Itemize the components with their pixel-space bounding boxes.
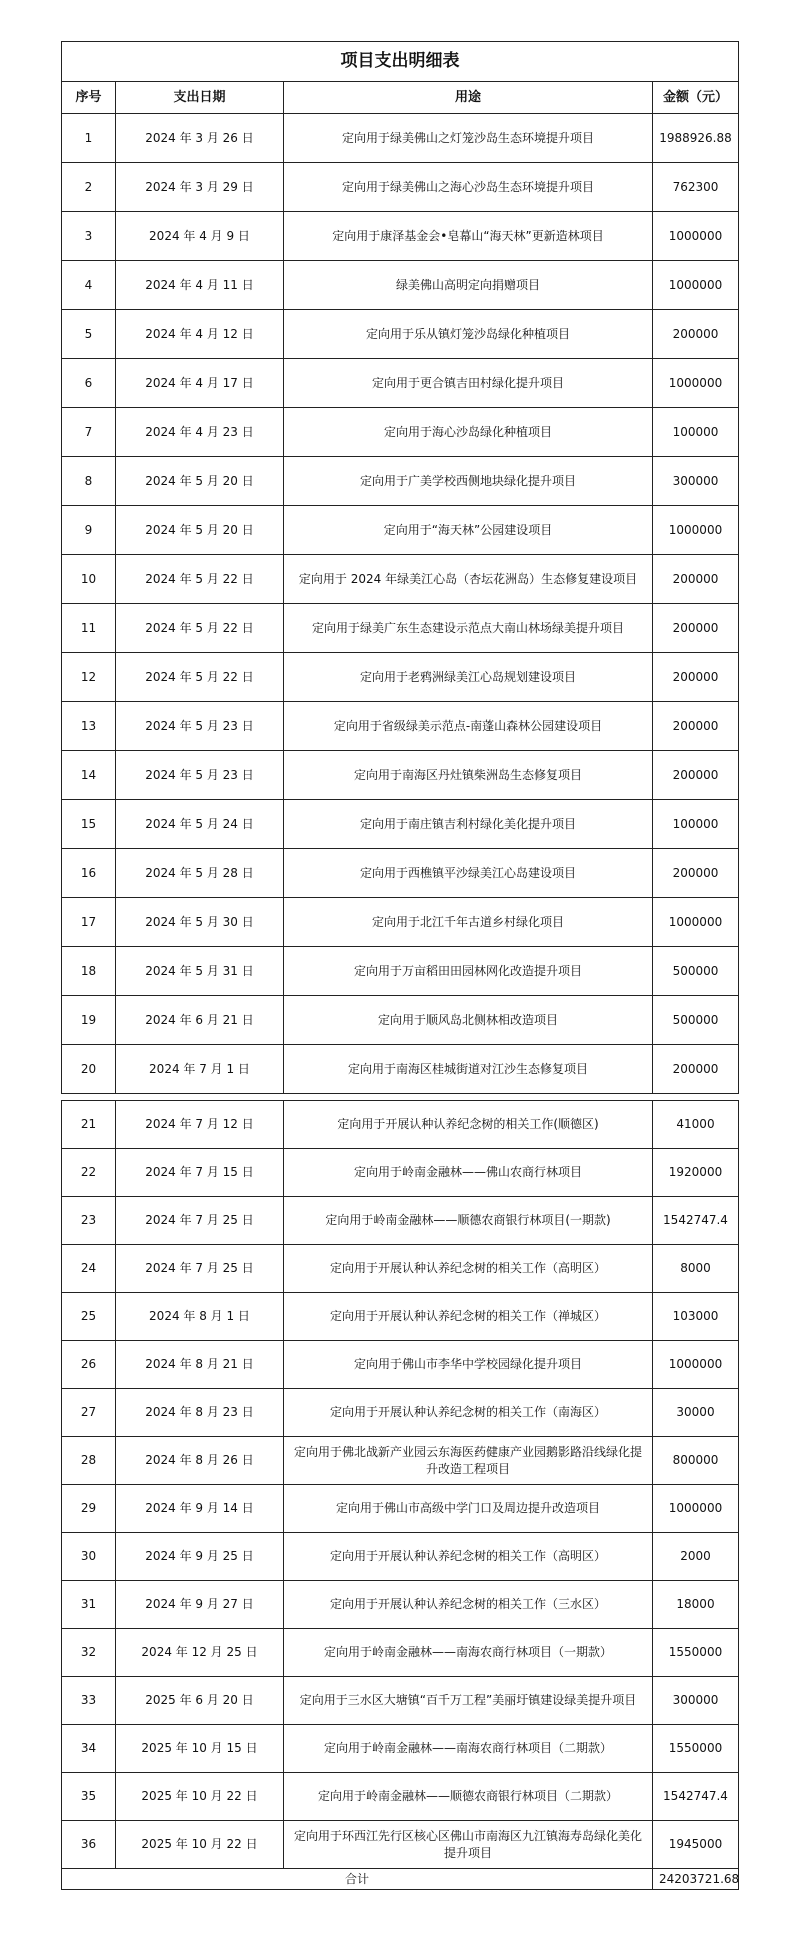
table-row <box>62 1821 739 1869</box>
cell-date: 2024 年 5 月 24 日 <box>116 800 284 849</box>
table-row <box>62 1101 739 1149</box>
cell-date: 2024 年 4 月 12 日 <box>116 310 284 359</box>
cell-purpose: 定向用于环西江先行区核心区佛山市南海区九江镇海寿岛绿化美化提升项目 <box>284 1821 653 1869</box>
cell-amount: 103000 <box>653 1293 739 1341</box>
cell-date: 2024 年 3 月 29 日 <box>116 163 284 212</box>
cell-purpose: 定向用于佛山市李华中学校园绿化提升项目 <box>284 1341 653 1389</box>
cell-purpose: 定向用于开展认种认养纪念树的相关工作（高明区） <box>284 1245 653 1293</box>
cell-amount: 30000 <box>653 1389 739 1437</box>
table-row <box>62 261 739 310</box>
cell-no: 27 <box>62 1389 116 1437</box>
table-row <box>62 947 739 996</box>
cell-date: 2024 年 5 月 22 日 <box>116 555 284 604</box>
cell-date: 2024 年 5 月 23 日 <box>116 751 284 800</box>
cell-amount: 300000 <box>653 1677 739 1725</box>
table-row <box>62 359 739 408</box>
cell-purpose: 定向用于开展认种认养纪念树的相关工作(顺德区) <box>284 1101 653 1149</box>
cell-purpose: 定向用于三水区大塘镇“百千万工程”美丽圩镇建设绿美提升项目 <box>284 1677 653 1725</box>
cell-amount: 100000 <box>653 800 739 849</box>
table-row <box>62 849 739 898</box>
header-purpose: 用途 <box>284 82 653 114</box>
table-row <box>62 1485 739 1533</box>
cell-amount: 300000 <box>653 457 739 506</box>
cell-purpose: 定向用于岭南金融林——顺德农商银行林项目（二期款） <box>284 1773 653 1821</box>
table-row <box>62 163 739 212</box>
cell-date: 2024 年 4 月 9 日 <box>116 212 284 261</box>
cell-purpose: 定向用于广美学校西侧地块绿化提升项目 <box>284 457 653 506</box>
cell-date: 2024 年 7 月 25 日 <box>116 1245 284 1293</box>
cell-date: 2024 年 7 月 25 日 <box>116 1197 284 1245</box>
cell-no: 9 <box>62 506 116 555</box>
cell-no: 34 <box>62 1725 116 1773</box>
table-row <box>62 1533 739 1581</box>
cell-no: 13 <box>62 702 116 751</box>
table-row <box>62 653 739 702</box>
cell-date: 2024 年 7 月 1 日 <box>116 1045 284 1094</box>
table-row <box>62 1293 739 1341</box>
cell-date: 2024 年 5 月 30 日 <box>116 898 284 947</box>
cell-amount: 200000 <box>653 555 739 604</box>
cell-amount: 500000 <box>653 996 739 1045</box>
cell-date: 2024 年 4 月 17 日 <box>116 359 284 408</box>
expense-table-part1 <box>61 41 739 1094</box>
cell-date: 2025 年 10 月 22 日 <box>116 1773 284 1821</box>
cell-purpose: 定向用于西樵镇平沙绿美江心岛建设项目 <box>284 849 653 898</box>
cell-date: 2024 年 5 月 28 日 <box>116 849 284 898</box>
cell-purpose: 定向用于开展认种认养纪念树的相关工作（高明区） <box>284 1533 653 1581</box>
cell-no: 15 <box>62 800 116 849</box>
cell-amount: 500000 <box>653 947 739 996</box>
table-row <box>62 1677 739 1725</box>
table-title: 项目支出明细表 <box>62 42 739 82</box>
cell-amount: 200000 <box>653 702 739 751</box>
cell-date: 2024 年 8 月 23 日 <box>116 1389 284 1437</box>
table-row <box>62 408 739 457</box>
cell-amount: 1542747.4 <box>653 1197 739 1245</box>
cell-date: 2024 年 5 月 20 日 <box>116 457 284 506</box>
cell-amount: 200000 <box>653 310 739 359</box>
table-row <box>62 800 739 849</box>
cell-purpose: 定向用于万亩稻田田园林网化改造提升项目 <box>284 947 653 996</box>
cell-date: 2024 年 4 月 11 日 <box>116 261 284 310</box>
cell-no: 30 <box>62 1533 116 1581</box>
table-row <box>62 702 739 751</box>
cell-amount: 200000 <box>653 604 739 653</box>
cell-date: 2024 年 5 月 23 日 <box>116 702 284 751</box>
table-row <box>62 114 739 163</box>
table-row <box>62 506 739 555</box>
cell-no: 17 <box>62 898 116 947</box>
cell-date: 2024 年 8 月 1 日 <box>116 1293 284 1341</box>
cell-amount: 41000 <box>653 1101 739 1149</box>
cell-purpose: 定向用于更合镇吉田村绿化提升项目 <box>284 359 653 408</box>
table-row <box>62 310 739 359</box>
table-row <box>62 1629 739 1677</box>
cell-purpose: 定向用于佛山市高级中学门口及周边提升改造项目 <box>284 1485 653 1533</box>
cell-no: 22 <box>62 1149 116 1197</box>
cell-no: 35 <box>62 1773 116 1821</box>
cell-purpose: 定向用于绿美广东生态建设示范点大南山林场绿美提升项目 <box>284 604 653 653</box>
cell-purpose: 定向用于老鸦洲绿美江心岛规划建设项目 <box>284 653 653 702</box>
cell-no: 8 <box>62 457 116 506</box>
cell-date: 2024 年 8 月 21 日 <box>116 1341 284 1389</box>
cell-date: 2024 年 5 月 31 日 <box>116 947 284 996</box>
cell-amount: 1920000 <box>653 1149 739 1197</box>
cell-purpose: 定向用于岭南金融林——南海农商行林项目（一期款） <box>284 1629 653 1677</box>
cell-date: 2024 年 9 月 25 日 <box>116 1533 284 1581</box>
cell-no: 1 <box>62 114 116 163</box>
cell-no: 12 <box>62 653 116 702</box>
cell-no: 2 <box>62 163 116 212</box>
expense-table-part2 <box>61 1100 739 1890</box>
table-row <box>62 1149 739 1197</box>
table-row <box>62 555 739 604</box>
total-row <box>62 1869 739 1890</box>
cell-amount: 1542747.4 <box>653 1773 739 1821</box>
cell-purpose: 定向用于开展认种认养纪念树的相关工作（南海区） <box>284 1389 653 1437</box>
table-row <box>62 996 739 1045</box>
cell-date: 2025 年 10 月 22 日 <box>116 1821 284 1869</box>
cell-amount: 2000 <box>653 1533 739 1581</box>
table-row <box>62 1773 739 1821</box>
cell-no: 11 <box>62 604 116 653</box>
table-row <box>62 604 739 653</box>
cell-date: 2024 年 4 月 23 日 <box>116 408 284 457</box>
cell-no: 20 <box>62 1045 116 1094</box>
cell-amount: 1000000 <box>653 1485 739 1533</box>
header-no: 序号 <box>62 82 116 114</box>
cell-purpose: 定向用于“海天林”公园建设项目 <box>284 506 653 555</box>
cell-no: 3 <box>62 212 116 261</box>
table-row <box>62 898 739 947</box>
cell-no: 24 <box>62 1245 116 1293</box>
cell-purpose: 定向用于省级绿美示范点-南蓬山森林公园建设项目 <box>284 702 653 751</box>
cell-amount: 1550000 <box>653 1725 739 1773</box>
cell-no: 31 <box>62 1581 116 1629</box>
cell-date: 2024 年 12 月 25 日 <box>116 1629 284 1677</box>
cell-amount: 800000 <box>653 1437 739 1485</box>
cell-date: 2024 年 6 月 21 日 <box>116 996 284 1045</box>
cell-purpose: 定向用于顺风岛北侧林相改造项目 <box>284 996 653 1045</box>
cell-purpose: 定向用于岭南金融林——顺德农商银行林项目(一期款) <box>284 1197 653 1245</box>
cell-no: 33 <box>62 1677 116 1725</box>
cell-amount: 1000000 <box>653 506 739 555</box>
table-row <box>62 751 739 800</box>
cell-date: 2025 年 6 月 20 日 <box>116 1677 284 1725</box>
header-amount: 金额（元） <box>653 82 739 114</box>
cell-amount: 200000 <box>653 751 739 800</box>
cell-no: 32 <box>62 1629 116 1677</box>
cell-no: 16 <box>62 849 116 898</box>
cell-purpose: 定向用于南庄镇吉利村绿化美化提升项目 <box>284 800 653 849</box>
cell-amount: 1000000 <box>653 1341 739 1389</box>
header-date: 支出日期 <box>116 82 284 114</box>
cell-purpose: 定向用于佛北战新产业园云东海医药健康产业园鹅影路沿线绿化提升改造工程项目 <box>284 1437 653 1485</box>
cell-no: 4 <box>62 261 116 310</box>
cell-amount: 100000 <box>653 408 739 457</box>
cell-date: 2024 年 5 月 22 日 <box>116 653 284 702</box>
cell-purpose: 定向用于开展认种认养纪念树的相关工作（禅城区） <box>284 1293 653 1341</box>
cell-date: 2024 年 3 月 26 日 <box>116 114 284 163</box>
table-row <box>62 1045 739 1094</box>
cell-no: 18 <box>62 947 116 996</box>
cell-date: 2024 年 5 月 20 日 <box>116 506 284 555</box>
cell-no: 25 <box>62 1293 116 1341</box>
cell-no: 10 <box>62 555 116 604</box>
cell-purpose: 定向用于海心沙岛绿化种植项目 <box>284 408 653 457</box>
total-amount: 24203721.68 <box>653 1869 739 1890</box>
cell-date: 2024 年 9 月 27 日 <box>116 1581 284 1629</box>
cell-date: 2024 年 9 月 14 日 <box>116 1485 284 1533</box>
table-row <box>62 1197 739 1245</box>
cell-amount: 1945000 <box>653 1821 739 1869</box>
cell-no: 21 <box>62 1101 116 1149</box>
cell-date: 2024 年 5 月 22 日 <box>116 604 284 653</box>
table-row <box>62 1437 739 1485</box>
cell-amount: 1000000 <box>653 261 739 310</box>
cell-purpose: 绿美佛山高明定向捐赠项目 <box>284 261 653 310</box>
cell-date: 2024 年 7 月 15 日 <box>116 1149 284 1197</box>
cell-amount: 200000 <box>653 849 739 898</box>
cell-amount: 1000000 <box>653 212 739 261</box>
cell-amount: 200000 <box>653 653 739 702</box>
cell-no: 36 <box>62 1821 116 1869</box>
cell-amount: 1000000 <box>653 359 739 408</box>
cell-purpose: 定向用于南海区桂城街道对江沙生态修复项目 <box>284 1045 653 1094</box>
cell-purpose: 定向用于 2024 年绿美江心岛（杏坛花洲岛）生态修复建设项目 <box>284 555 653 604</box>
cell-purpose: 定向用于乐从镇灯笼沙岛绿化种植项目 <box>284 310 653 359</box>
table-row <box>62 1341 739 1389</box>
cell-purpose: 定向用于南海区丹灶镇柴洲岛生态修复项目 <box>284 751 653 800</box>
table-row <box>62 1725 739 1773</box>
total-label: 合计 <box>62 1869 653 1890</box>
table-row <box>62 1581 739 1629</box>
cell-no: 5 <box>62 310 116 359</box>
cell-purpose: 定向用于北江千年古道乡村绿化项目 <box>284 898 653 947</box>
cell-no: 23 <box>62 1197 116 1245</box>
cell-amount: 1988926.88 <box>653 114 739 163</box>
cell-no: 6 <box>62 359 116 408</box>
table-row <box>62 1389 739 1437</box>
cell-amount: 1550000 <box>653 1629 739 1677</box>
cell-no: 19 <box>62 996 116 1045</box>
cell-purpose: 定向用于绿美佛山之灯笼沙岛生态环境提升项目 <box>284 114 653 163</box>
cell-no: 29 <box>62 1485 116 1533</box>
table-row <box>62 457 739 506</box>
table-row <box>62 212 739 261</box>
cell-no: 28 <box>62 1437 116 1485</box>
cell-no: 7 <box>62 408 116 457</box>
cell-purpose: 定向用于康泽基金会•皂幕山“海天林”更新造林项目 <box>284 212 653 261</box>
cell-no: 26 <box>62 1341 116 1389</box>
cell-date: 2025 年 10 月 15 日 <box>116 1725 284 1773</box>
cell-purpose: 定向用于开展认种认养纪念树的相关工作（三水区） <box>284 1581 653 1629</box>
cell-purpose: 定向用于岭南金融林——南海农商行林项目（二期款） <box>284 1725 653 1773</box>
cell-date: 2024 年 7 月 12 日 <box>116 1101 284 1149</box>
cell-amount: 8000 <box>653 1245 739 1293</box>
cell-amount: 762300 <box>653 163 739 212</box>
cell-purpose: 定向用于绿美佛山之海心沙岛生态环境提升项目 <box>284 163 653 212</box>
cell-amount: 1000000 <box>653 898 739 947</box>
cell-purpose: 定向用于岭南金融林——佛山农商行林项目 <box>284 1149 653 1197</box>
cell-amount: 200000 <box>653 1045 739 1094</box>
cell-no: 14 <box>62 751 116 800</box>
cell-date: 2024 年 8 月 26 日 <box>116 1437 284 1485</box>
cell-amount: 18000 <box>653 1581 739 1629</box>
table-row <box>62 1245 739 1293</box>
